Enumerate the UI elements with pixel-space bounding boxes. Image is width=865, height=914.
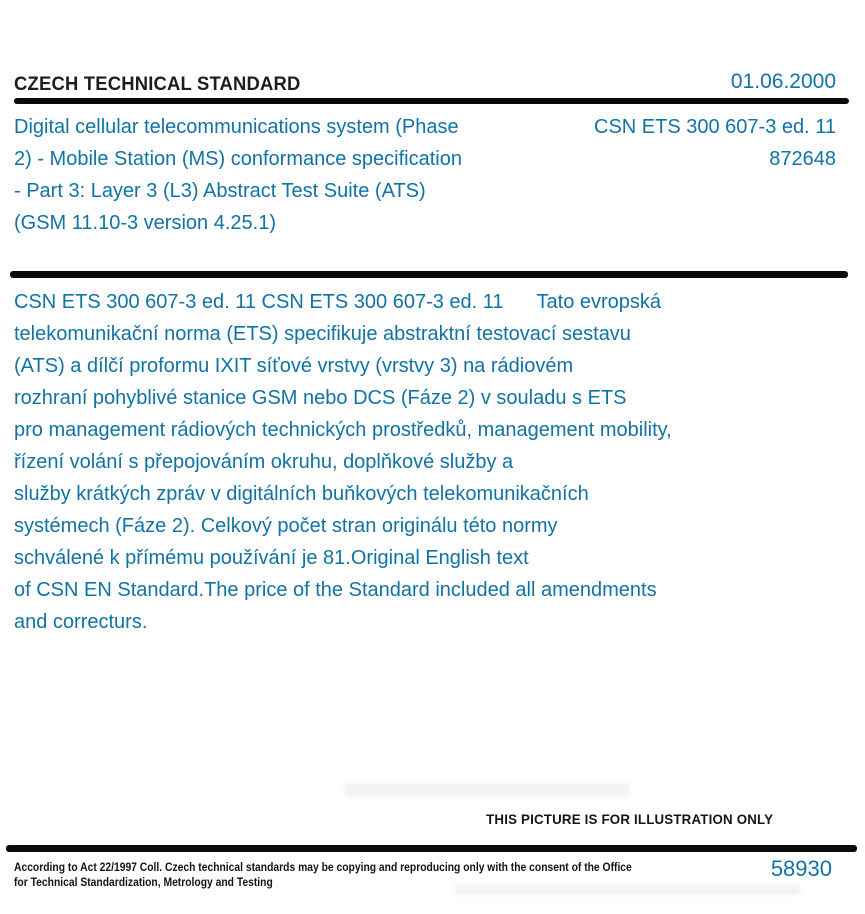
abstract-text: CSN ETS 300 607-3 ed. 11 CSN ETS 300 607-3 ed. 11 Tato evropská telekomunikační norma (ETS) specifikuje abstraktní testovací sestavu (ATS) a dílčí proformu IXIT síťové vrstvy (vrstvy 3) na rádiovém rozhraní pohyblivé stanice GSM nebo DCS (Fáze 2) v souladu s ETS pro management rádiových technických prostředků, management mobility, řízení volání s přepojováním okruhu, doplňkové služby a služby krátkých zpráv v digitálních buňkových telekomunikačních systémech (Fáze 2). Celkový počet stran originálu této normy schválené k přímému používání je 81.Original English text of CSN EN Standard.The price of the Standard included all amendments and correcturs.	[14, 291, 672, 633]
title-divider	[10, 271, 848, 278]
watermark-artifact	[345, 783, 630, 797]
header-divider	[14, 98, 849, 104]
page-title: CZECH TECHNICAL STANDARD	[14, 74, 301, 95]
watermark-artifact	[455, 885, 800, 895]
footer-divider	[6, 845, 857, 852]
illustration-note: THIS PICTURE IS FOR ILLUSTRATION ONLY	[485, 811, 773, 827]
copyright-notice: According to Act 22/1997 Coll. Czech technical standards may be copying and reproducing only with the consent of the Office for Technical Standardization, Metrology and Testing	[14, 860, 632, 889]
standard-designation: CSN ETS 300 607-3 ed. 11	[594, 116, 836, 138]
standard-title: Digital cellular telecommunications system (Phase 2) - Mobile Station (MS) conformance specification - Part 3: Layer 3 (L3) Abstract Test Suite (ATS) (GSM 11.10-3 version 4.25.1)	[14, 116, 462, 234]
catalog-number: 872648	[769, 148, 836, 170]
standard-reference-block	[594, 111, 836, 175]
approval-date: 01.06.2000	[730, 70, 836, 93]
document-number: 58930	[770, 856, 832, 881]
